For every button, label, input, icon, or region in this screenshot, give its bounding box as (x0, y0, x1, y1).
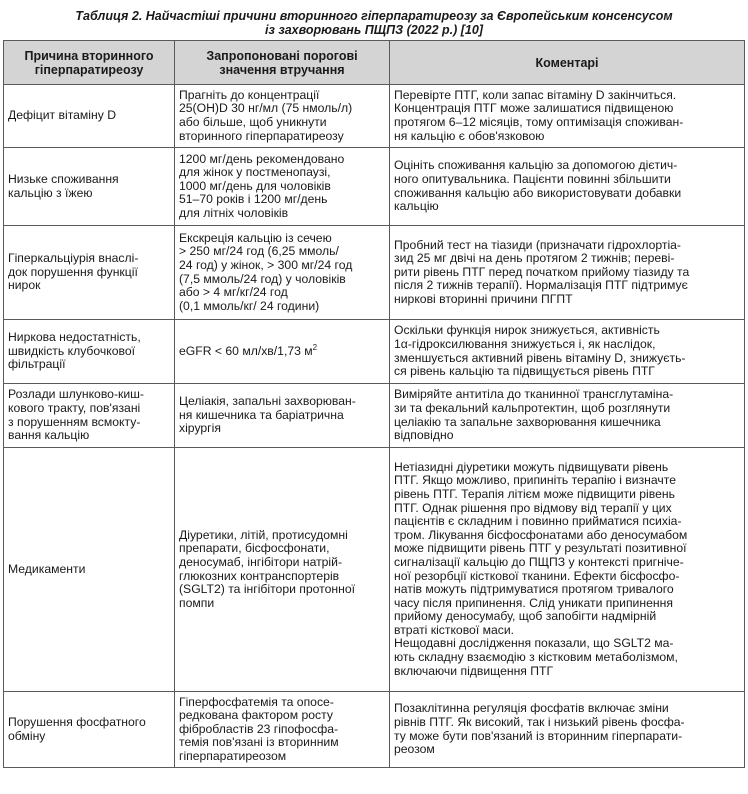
table-row (4, 226, 745, 320)
cell-cause: Ниркова недостатність, швидкість клубочкової фільтрації (4, 320, 175, 384)
table-row (4, 692, 745, 768)
cell-threshold: Гіперфосфатемія та опосе- редкована фактором росту фібробластів 23 гіпофосфа- темія пов'язані із вторинним гіперпаратиреозом (175, 692, 390, 768)
table-row (4, 384, 745, 448)
header-threshold: Запропоновані порогові значення втручання (175, 41, 390, 85)
caption-line-2: із захворювань ПЩПЗ (2022 р.) [10] (265, 23, 483, 37)
header-row (4, 41, 745, 85)
cell-cause: Медикаменти (4, 448, 175, 692)
cell-threshold: Екскреція кальцію із сечею > 250 мг/24 год (6,25 ммоль/ 24 год) у жінок, > 300 мг/24 год (7,5 ммоль/24 год) у чоловіків або > 4 мг/кг/24 год (0,1 ммоль/кг/ 24 години) (175, 226, 390, 320)
cell-threshold: eGFR < 60 мл/хв/1,73 $м^2$ (175, 320, 390, 384)
cell-threshold: 1200 мг/день рекомендовано для жінок у постменопаузі, 1000 мг/день для чоловіків 51–70 років і 1200 мг/день для літніх чоловіків (175, 148, 390, 226)
cell-comment: Оцініть споживання кальцію за допомогою дієтич- ного опитувальника. Пацієнти повинні збільшити споживання кальцію або використовувати добавки кальцію (390, 148, 745, 226)
table-caption (0, 9, 748, 39)
cell-cause: Розлади шлунково-киш- кового тракту, пов'язані з порушенням всмокту- вання кальцію (4, 384, 175, 448)
cell-cause: Порушення фосфатного обміну (4, 692, 175, 768)
cell-cause: Низьке споживання кальцію з їжею (4, 148, 175, 226)
causes-table (3, 40, 745, 768)
cell-comment: Виміряйте антитіла до тканинної трансглутаміна- зи та фекальний кальпротектин, щоб розглянути целіакію та запальне захворювання кишечника відповідно (390, 384, 745, 448)
cell-comment: Нетіазидні діуретики можуть підвищувати рівень ПТГ. Якщо можливо, припиніть терапію і визначте рівень ПТГ. Терапія літієм може підвищити рівень ПТГ. Однак рішення про відмову від терапії у цих пацієнтів є складним і повинно прийматися психіа- тром. Лікування бісфосфонатами або деносумабом може підвищити рівень ПТГ у результаті позитивної сигналізації кальцію до ПЩПЗ у контексті пригніче- ної резорбції кісткової тканини. Ефекти бісфосфо- натів можуть підтримуватися протягом тривалого часу після припинення. Слід уникати припинення прийому деносумабу, щоб запобігти надмірній втраті кісткової маси. Нещодавні дослідження показали, що SGLT2 ма- ють складну взаємодію з кістковим метаболізмом, включаючи підвищення ПТГ (390, 448, 745, 692)
cell-comment: Перевірте ПТГ, коли запас вітаміну D закінчиться. Концентрація ПТГ може залишатися підвищеною протягом 6–12 місяців, тому оптимізація споживан- ня кальцію є обов'язковою (390, 85, 745, 148)
table-row (4, 148, 745, 226)
table-row (4, 85, 745, 148)
table-row (4, 320, 745, 384)
cell-cause: Гіперкальціурія внаслі- док порушення функції нирок (4, 226, 175, 320)
cell-comment: Оскільки функція нирок знижується, активність 1α-гідроксилювання знижується і, як наслідок, зменшується активний рівень вітаміну D, знижуєть- ся рівень кальцію та підвищується рівень ПТГ (390, 320, 745, 384)
cell-threshold: Целіакія, запальні захворюван- ня кишечника та баріатрична хірургія (175, 384, 390, 448)
header-comments: Коментарі (390, 41, 745, 85)
header-cause: Причина вторинного гіперпаратиреозу (4, 41, 175, 85)
caption-line-1: Таблиця 2. Найчастіші причини вторинного гіперпаратиреозу за Європейським консенсусом (75, 9, 673, 23)
cell-comment: Позаклітинна регуляція фосфатів включає зміни рівнів ПТГ. Як високий, так і низький рівень фосфа- ту може бути пов'язаний із вторинним гіперпарати- реозом (390, 692, 745, 768)
table-row (4, 448, 745, 692)
cell-threshold: Прагніть до концентрації 25(OH)D 30 нг/мл (75 нмоль/л) або більше, щоб уникнути вторинного гіперпаратиреозу (175, 85, 390, 148)
cell-threshold: Діуретики, літій, протисудомні препарати, бісфосфонати, деносумаб, інгібітори натрій- глюкозних контранспортерів (SGLT2) та інгібітори протонної помпи (175, 448, 390, 692)
cell-comment: Пробний тест на тіазиди (призначати гідрохлортіа- зид 25 мг двічі на день протягом 2 тижнів; переві- рити рівень ПТГ перед початком прийому тіазиду та після 2 тижнів терапії). Нормалізація ПТГ підтримує ниркові вторинні причини ПГПТ (390, 226, 745, 320)
cell-cause: Дефіцит вітаміну D (4, 85, 175, 148)
